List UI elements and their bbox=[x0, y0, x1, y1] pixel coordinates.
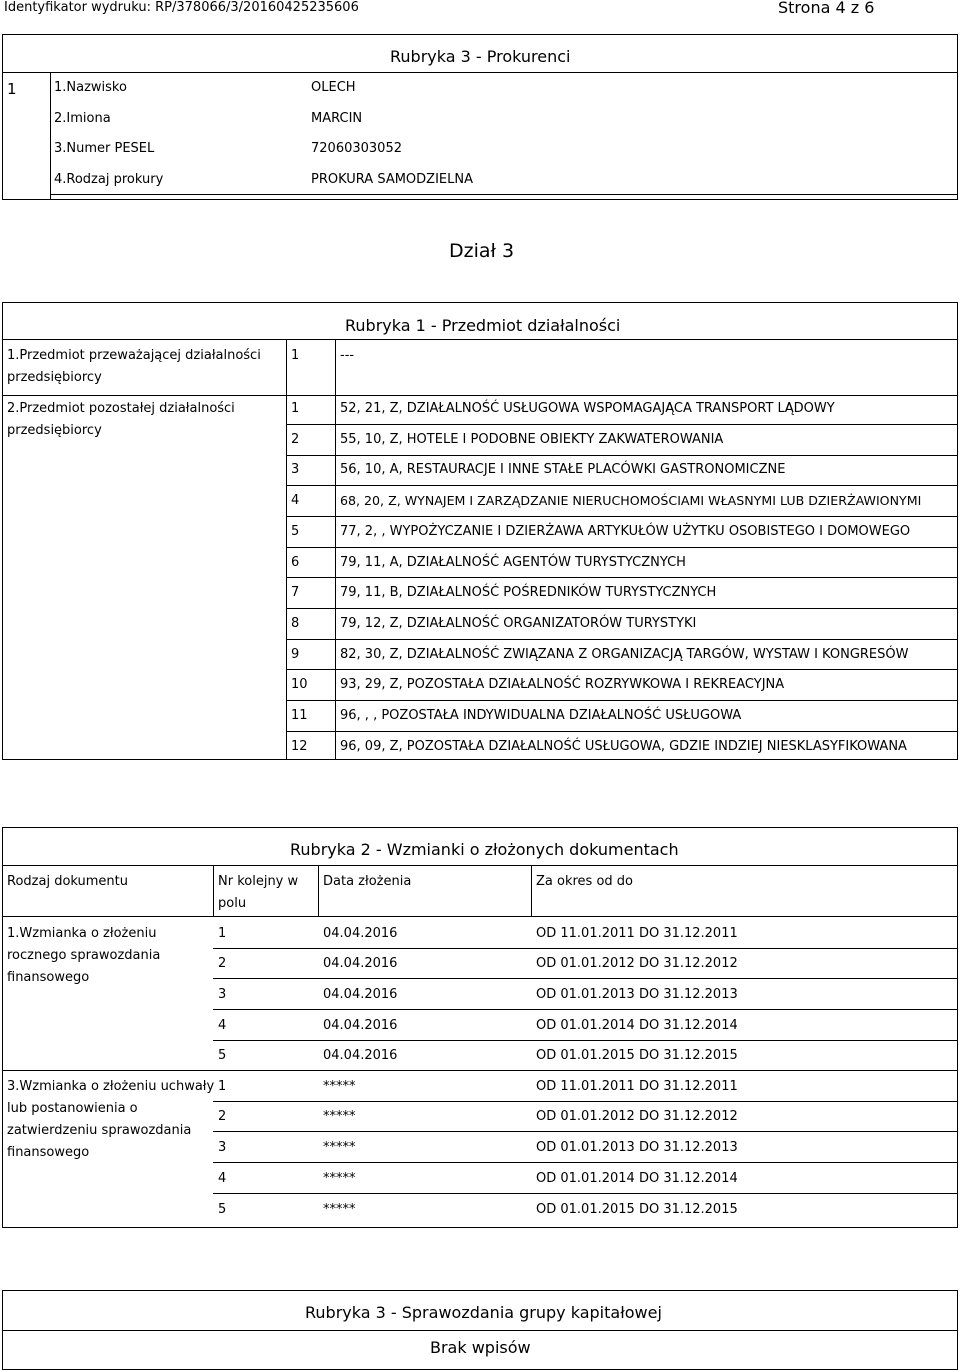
row-period: OD 01.01.2015 DO 31.12.2015 bbox=[536, 1048, 738, 1063]
row-date: 04.04.2016 bbox=[323, 1048, 398, 1063]
row-number: 4 bbox=[218, 1171, 227, 1186]
activity-text: 96, , , POZOSTAŁA INDYWIDUALNA DZIAŁALNOŚĆ USŁUGOWA bbox=[340, 708, 742, 723]
row-date: ***** bbox=[323, 1109, 356, 1124]
group-label: lub postanowienia o bbox=[7, 1101, 138, 1116]
row-period: OD 11.01.2011 DO 31.12.2011 bbox=[536, 1079, 738, 1094]
row-period: OD 01.01.2013 DO 31.12.2013 bbox=[536, 1140, 738, 1155]
group-label: 3.Wzmianka o złożeniu uchwały bbox=[7, 1079, 215, 1094]
row-period: OD 11.01.2011 DO 31.12.2011 bbox=[536, 926, 738, 941]
header-rodzaj-dokumentu: Rodzaj dokumentu bbox=[7, 874, 128, 889]
activity-text: 79, 11, B, DZIAŁALNOŚĆ POŚREDNIKÓW TURYSTYCZNYCH bbox=[340, 585, 717, 600]
group-label: zatwierdzeniu sprawozdania bbox=[7, 1123, 192, 1138]
row-date: ***** bbox=[323, 1079, 356, 1094]
group-label: finansowego bbox=[7, 1145, 90, 1160]
header-za-okres: Za okres od do bbox=[536, 874, 633, 889]
activity-text: 52, 21, Z, DZIAŁALNOŚĆ USŁUGOWA WSPOMAGAJĄCA TRANSPORT LĄDOWY bbox=[340, 401, 835, 416]
activity-number: 6 bbox=[291, 555, 300, 570]
przedmiot-title: Rubryka 1 - Przedmiot działalności bbox=[345, 316, 621, 335]
field-value-pesel: 72060303052 bbox=[311, 141, 402, 156]
row-number: 5 bbox=[218, 1202, 227, 1217]
activity-text: 79, 12, Z, DZIAŁALNOŚĆ ORGANIZATORÓW TURYSTYKI bbox=[340, 616, 697, 631]
row-period: OD 01.01.2012 DO 31.12.2012 bbox=[536, 1109, 738, 1124]
activity-number: 7 bbox=[291, 585, 300, 600]
row-number: 1 bbox=[218, 926, 227, 941]
sprawozdania-title: Rubryka 3 - Sprawozdania grupy kapitałowej bbox=[305, 1303, 662, 1322]
row-date: ***** bbox=[323, 1202, 356, 1217]
header-nr-kolejny: Nr kolejny w bbox=[218, 874, 299, 889]
activity-text: 93, 29, Z, POZOSTAŁA DZIAŁALNOŚĆ ROZRYWKOWA I REKREACYJNA bbox=[340, 677, 785, 692]
row-number: 4 bbox=[218, 1018, 227, 1033]
prokurent-entry-number: 1 bbox=[7, 80, 17, 98]
activity-text: 79, 11, A, DZIAŁALNOŚĆ AGENTÓW TURYSTYCZNYCH bbox=[340, 555, 686, 570]
activity-number: 11 bbox=[291, 708, 308, 723]
activity-number: 5 bbox=[291, 524, 300, 539]
activity-number: 2 bbox=[291, 432, 300, 447]
activity-text: 56, 10, A, RESTAURACJE I INNE STAŁE PLACÓWKI GASTRONOMICZNE bbox=[340, 462, 786, 477]
activity-number: 9 bbox=[291, 647, 300, 662]
activity-text: 68, 20, Z, WYNAJEM I ZARZĄDZANIE NIERUCHOMOŚCIAMI WŁASNYMI LUB DZIERŻAWIONYMI bbox=[340, 493, 922, 508]
group-label: finansowego bbox=[7, 970, 90, 985]
row-number: 1 bbox=[218, 1079, 227, 1094]
row-date: 04.04.2016 bbox=[323, 926, 398, 941]
activity-text: 55, 10, Z, HOTELE I PODOBNE OBIEKTY ZAKWATEROWANIA bbox=[340, 432, 724, 447]
empty-note: Brak wpisów bbox=[430, 1338, 531, 1357]
field-label-pesel: 3.Numer PESEL bbox=[54, 141, 155, 156]
row-period: OD 01.01.2012 DO 31.12.2012 bbox=[536, 956, 738, 971]
row-period: OD 01.01.2013 DO 31.12.2013 bbox=[536, 987, 738, 1002]
row-number: 5 bbox=[218, 1048, 227, 1063]
field-label-nazwisko: 1.Nazwisko bbox=[54, 80, 127, 95]
row-date: 04.04.2016 bbox=[323, 956, 398, 971]
row-date: 04.04.2016 bbox=[323, 987, 398, 1002]
row-number: 2 bbox=[218, 1109, 227, 1124]
activity-text: 77, 2, , WYPOŻYCZANIE I DZIERŻAWA ARTYKUŁÓW UŻYTKU OSOBISTEGO I DOMOWEGO bbox=[340, 524, 911, 539]
row-period: OD 01.01.2015 DO 31.12.2015 bbox=[536, 1202, 738, 1217]
activity-number: 8 bbox=[291, 616, 300, 631]
dzial-title: Dział 3 bbox=[449, 240, 515, 262]
page-number: Strona 4 z 6 bbox=[778, 0, 875, 17]
print-identifier: Identyfikator wydruku: RP/378066/3/20160425235606 bbox=[4, 0, 359, 15]
header-data-zlozenia: Data złożenia bbox=[323, 874, 412, 889]
activity-number: 10 bbox=[291, 677, 308, 692]
row-number: 3 bbox=[218, 987, 227, 1002]
field-value-nazwisko: OLECH bbox=[311, 80, 356, 95]
other-activity-label: 2.Przedmiot pozostałej działalności bbox=[7, 401, 235, 416]
field-value-imiona: MARCIN bbox=[311, 111, 363, 126]
activity-number: 1 bbox=[291, 401, 300, 416]
activity-text: 96, 09, Z, POZOSTAŁA DZIAŁALNOŚĆ USŁUGOWA, GDZIE INDZIEJ NIESKLASYFIKOWANA bbox=[340, 739, 907, 754]
group-label: rocznego sprawozdania bbox=[7, 948, 161, 963]
row-date: 04.04.2016 bbox=[323, 1018, 398, 1033]
row-period: OD 01.01.2014 DO 31.12.2014 bbox=[536, 1018, 738, 1033]
main-activity-number: 1 bbox=[291, 348, 300, 363]
row-period: OD 01.01.2014 DO 31.12.2014 bbox=[536, 1171, 738, 1186]
main-activity-label-cont: przedsiębiorcy bbox=[7, 370, 102, 385]
field-label-rodzaj-prokury: 4.Rodzaj prokury bbox=[54, 172, 164, 187]
prokurenci-title: Rubryka 3 - Prokurenci bbox=[390, 47, 571, 66]
activity-number: 12 bbox=[291, 739, 308, 754]
activity-text: 82, 30, Z, DZIAŁALNOŚĆ ZWIĄZANA Z ORGANIZACJĄ TARGÓW, WYSTAW I KONGRESÓW bbox=[340, 647, 909, 662]
field-label-imiona: 2.Imiona bbox=[54, 111, 111, 126]
main-activity-label: 1.Przedmiot przeważającej działalności bbox=[7, 348, 261, 363]
row-number: 2 bbox=[218, 956, 227, 971]
row-date: ***** bbox=[323, 1171, 356, 1186]
main-activity-value: --- bbox=[340, 348, 355, 363]
row-date: ***** bbox=[323, 1140, 356, 1155]
other-activity-label-cont: przedsiębiorcy bbox=[7, 423, 102, 438]
wzmianki-title: Rubryka 2 - Wzmianki o złożonych dokumentach bbox=[290, 840, 679, 859]
field-value-rodzaj-prokury: PROKURA SAMODZIELNA bbox=[311, 172, 473, 187]
row-number: 3 bbox=[218, 1140, 227, 1155]
header-nr-kolejny-cont: polu bbox=[218, 896, 247, 911]
activity-number: 4 bbox=[291, 493, 300, 508]
wzmianki-section bbox=[2, 827, 958, 1228]
activity-number: 3 bbox=[291, 462, 300, 477]
group-label: 1.Wzmianka o złożeniu bbox=[7, 926, 157, 941]
